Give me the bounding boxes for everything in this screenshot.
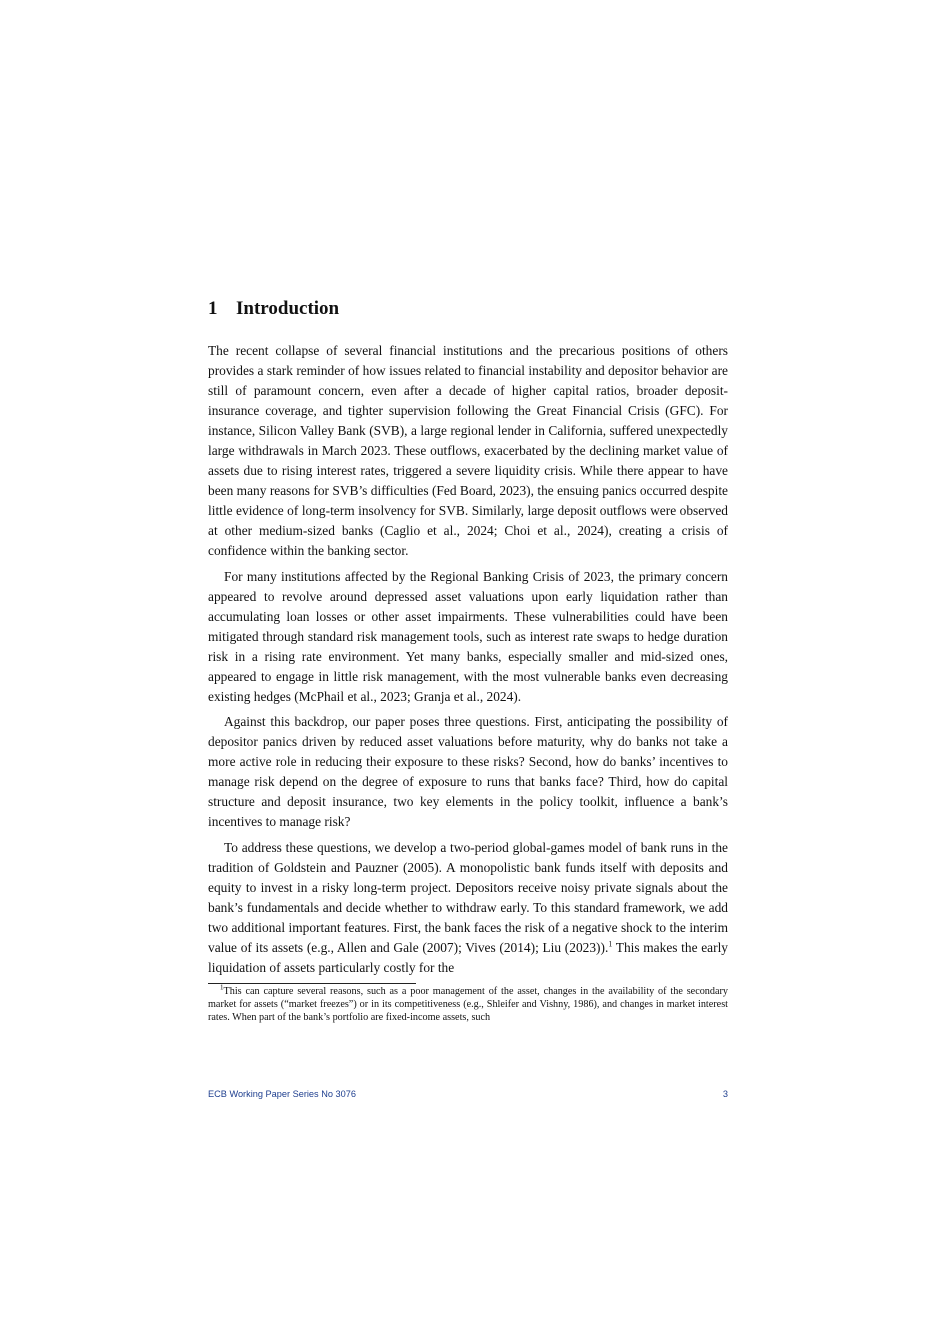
footnote-number: 1 <box>220 983 224 992</box>
paragraph-4-text: To address these questions, we develop a two-period global-games model of bank runs in the tradition of Goldstein and Pauzner (2005). A monopolistic bank funds itself with deposits and equity to invest in a risky long-term project. Depositors receive noisy private signals about the bank’s fundamentals and decide whether to withdraw early. To this standard framework, we add two additional important features. First, the bank faces the risk of a negative shock to the interim value of its assets (e.g., Allen and Gale (2007); Vives (2014); Liu (2023)). <box>208 839 728 955</box>
body-text <box>208 341 728 983</box>
section-number: 1 <box>208 298 218 319</box>
paragraph-4 <box>208 838 728 978</box>
footnote-text: This can capture several reasons, such as a poor management of the asset, changes in the availability of the secondary market for assets (“market freezes”) or in its competitiveness (e.g., Shleifer and Vishny, 1986), and changes in market interest rates. When part of the bank’s portfolio are fixed-income assets, such <box>208 986 728 1024</box>
section-title: Introduction <box>236 298 340 319</box>
paragraph-2: For many institutions affected by the Regional Banking Crisis of 2023, the primary concern appeared to revolve around depressed asset valuations upon early liquidation rather than accumulating loan losses or other asset impairments. These vulnerabilities could have been mitigated through standard risk management tools, such as interest rate swaps to hedge duration risk in a rising rate environment. Yet many banks, especially smaller and mid-sized ones, appeared to engage in little risk management, with the most vulnerable banks even decreasing existing hedges (McPhail et al., 2023; Granja et al., 2024). <box>208 568 728 704</box>
footnote-marker[interactable]: 1 <box>608 939 613 949</box>
footer-page-number: 3 <box>722 1089 728 1099</box>
footnote <box>208 985 728 1025</box>
footnote-rule <box>208 983 416 984</box>
paragraph-1: The recent collapse of several financial institutions and the precarious positions of others provides a stark reminder of how issues related to financial instability and depositor behavior are still of paramount concern, even after a decade of higher capital ratios, broader deposit-insurance coverage, and tighter supervision following the Great Financial Crisis (GFC). For instance, Silicon Valley Bank (SVB), a large regional lender in California, suffered unexpectedly large withdrawals in March 2023. These outflows, exacerbated by the declining market value of assets due to rising interest rates, triggered a severe liquidity crisis. While there appear to have been many reasons for SVB’s difficulties (Fed Board, 2023), the ensuing panics occurred despite little evidence of long-term insolvency for SVB. Similarly, large deposit outflows were observed at other medium-sized banks (Caglio et al., 2024; Choi et al., 2024), creating a crisis of confidence within the banking sector. <box>208 343 728 558</box>
section-heading <box>208 296 339 322</box>
paragraph-3: Against this backdrop, our paper poses three questions. First, anticipating the possibility of depositor panics driven by reduced asset valuations before maturity, why do banks not take a more active role in reducing their exposure to these risks? Second, how do banks’ incentives to manage risk depend on the degree of exposure to runs that banks face? Third, how do capital structure and deposit insurance, two key elements in the policy toolkit, influence a bank’s incentives to manage risk? <box>208 714 728 829</box>
footer-series-link[interactable]: ECB Working Paper Series No 3076 <box>208 1089 356 1099</box>
paragraph-4-tail: This makes the early liquidation of assets particularly costly for the <box>208 939 728 975</box>
